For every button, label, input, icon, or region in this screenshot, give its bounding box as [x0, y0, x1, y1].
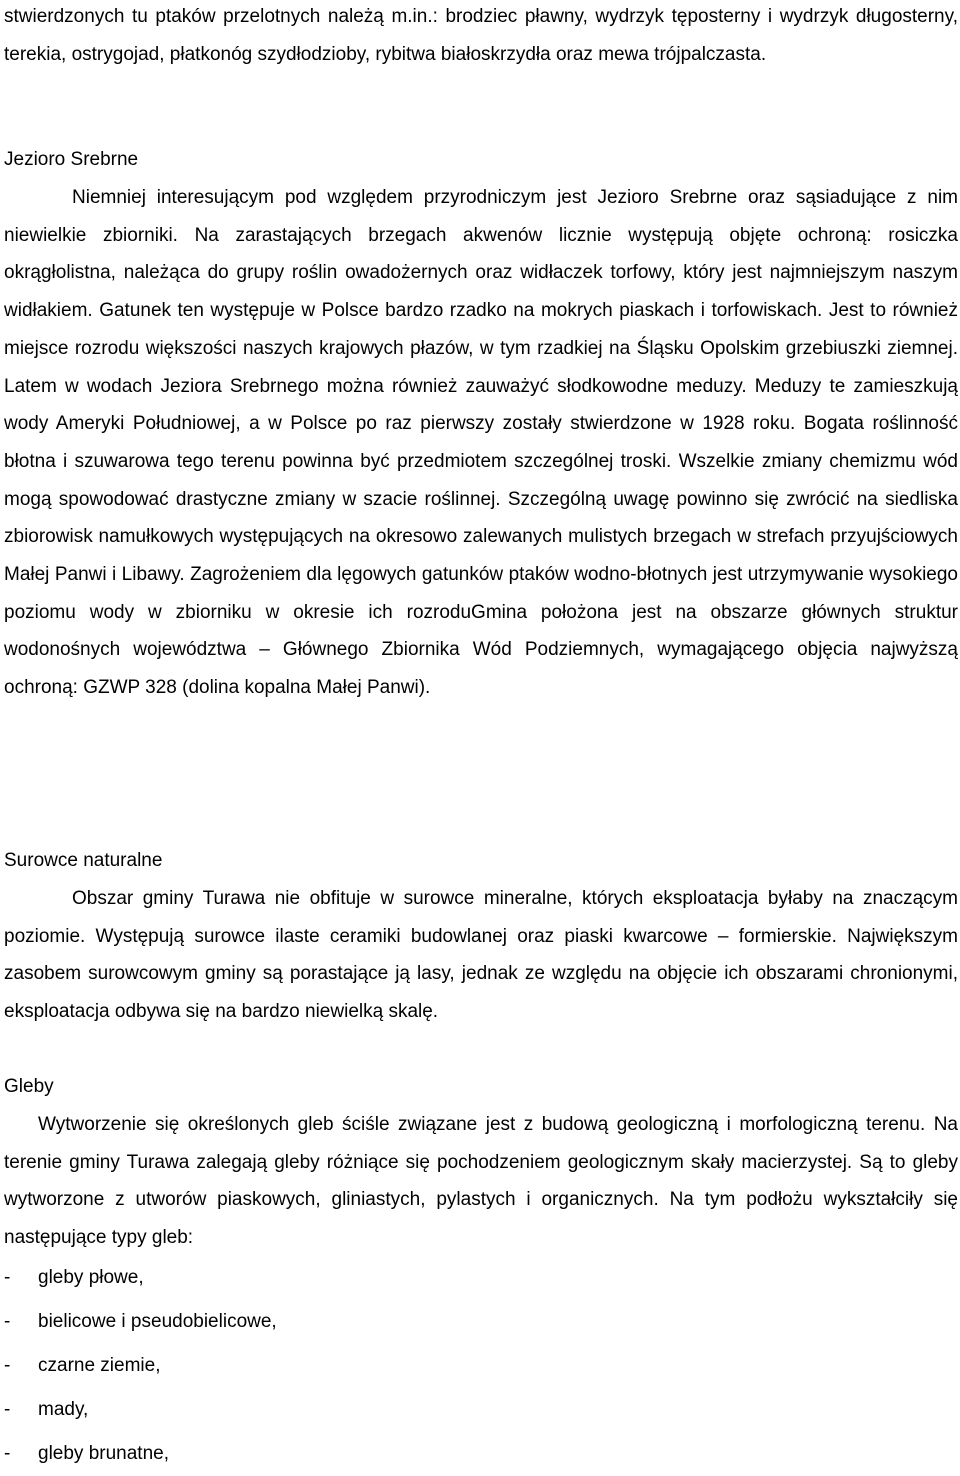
- list-item: - gleby płowe,: [4, 1256, 277, 1300]
- list-marker: -: [4, 1399, 11, 1420]
- soil-types-list: [4, 1256, 277, 1476]
- list-marker: -: [4, 1355, 11, 1376]
- list-item: - czarne ziemie,: [4, 1344, 277, 1388]
- jezioro-srebrne-paragraph: Niemniej interesującym pod względem przyrodniczym jest Jezioro Srebrne oraz sąsiadujące z nim niewielkie zbiorniki. Na zarastających brzegach akwenów licznie występują objęte ochroną: rosiczka okrągłolistna, należąca do grupy roślin owadożernych oraz widłaczek torfowy, który jest najmniejszym naszym widłakiem. Gatunek ten występuje w Polsce bardzo rzadko na mokrych piaskach i torfowiskach. Jest to również miejsce rozrodu większości naszych krajowych płazów, w tym rzadkiej na Śląsku Opolskim grzebiuszki ziemnej. Latem w wodach Jeziora Srebrnego można również zauważyć słodkowodne meduzy. Meduzy te zamieszkują wody Ameryki Południowej, a w Polsce po raz pierwszy zostały stwierdzone w 1928 roku. Bogata roślinność błotna i szuwarowa tego terenu powinna być przedmiotem szczególnej troski. Wszelkie zmiany chemizmu wód mogą spowodować drastyczne zmiany w szacie roślinnej. Szczególną uwagę powinno się zwrócić na siedliska zbiorowisk namułkowych występujących na okresowo zalewanych mulistych brzegach w strefach przyujściowych Małej Panwi i Libawy. Zagrożeniem dla lęgowych gatunków ptaków wodno-błotnych jest utrzymywanie wysokiego poziomu wody w zbiorniku w okresie ich rozroduGmina położona jest na obszarze głównych struktur wodonośnych województwa – Głównego Zbiornika Wód Podziemnych, wymagającego objęcia najwyższą ochroną: GZWP 328 (dolina kopalna Małej Panwi).: [4, 187, 958, 699]
- gleby-paragraph: Wytworzenie się określonych gleb ściśle związane jest z budową geologiczną i morfologiczną terenu. Na terenie gminy Turawa zalegają gleby różniące się pochodzeniem geologicznym skały macierzystej. Są to gleby wytworzone z utworów piaskowych, gliniastych, pylastych i organicznych. Na tym podłożu wykształciły się następujące typy gleb:: [4, 1114, 958, 1249]
- intro-paragraph: stwierdzonych tu ptaków przelotnych należą m.in.: brodziec pławny, wydrzyk tęposterny i wydrzyk długosterny, terekia, ostrygojad, płatkonóg szydłodzioby, rybitwa białoskrzydła oraz mewa trójpalczasta.: [4, 6, 958, 65]
- list-marker: -: [4, 1443, 11, 1464]
- list-item: - bielicowe i pseudobielicowe,: [4, 1300, 277, 1344]
- section-heading-gleby: Gleby: [4, 1076, 54, 1097]
- list-item: - mady,: [4, 1388, 277, 1432]
- list-marker: -: [4, 1267, 11, 1288]
- surowce-naturalne-paragraph: Obszar gminy Turawa nie obfituje w surowce mineralne, których eksploatacja byłaby na znaczącym poziomie. Występują surowce ilaste ceramiki budowlanej oraz piaski kwarcowe – formierskie. Największym zasobem surowcowym gminy są porastające ją lasy, jednak ze względu na objęcie ich obszarami chronionymi, eksploatacja odbywa się na bardzo niewielką skalę.: [4, 888, 958, 1023]
- section-heading-surowce-naturalne: Surowce naturalne: [4, 850, 163, 871]
- section-heading-jezioro-srebrne: Jezioro Srebrne: [4, 149, 139, 170]
- list-item: - gleby brunatne,: [4, 1432, 277, 1476]
- list-marker: -: [4, 1311, 11, 1332]
